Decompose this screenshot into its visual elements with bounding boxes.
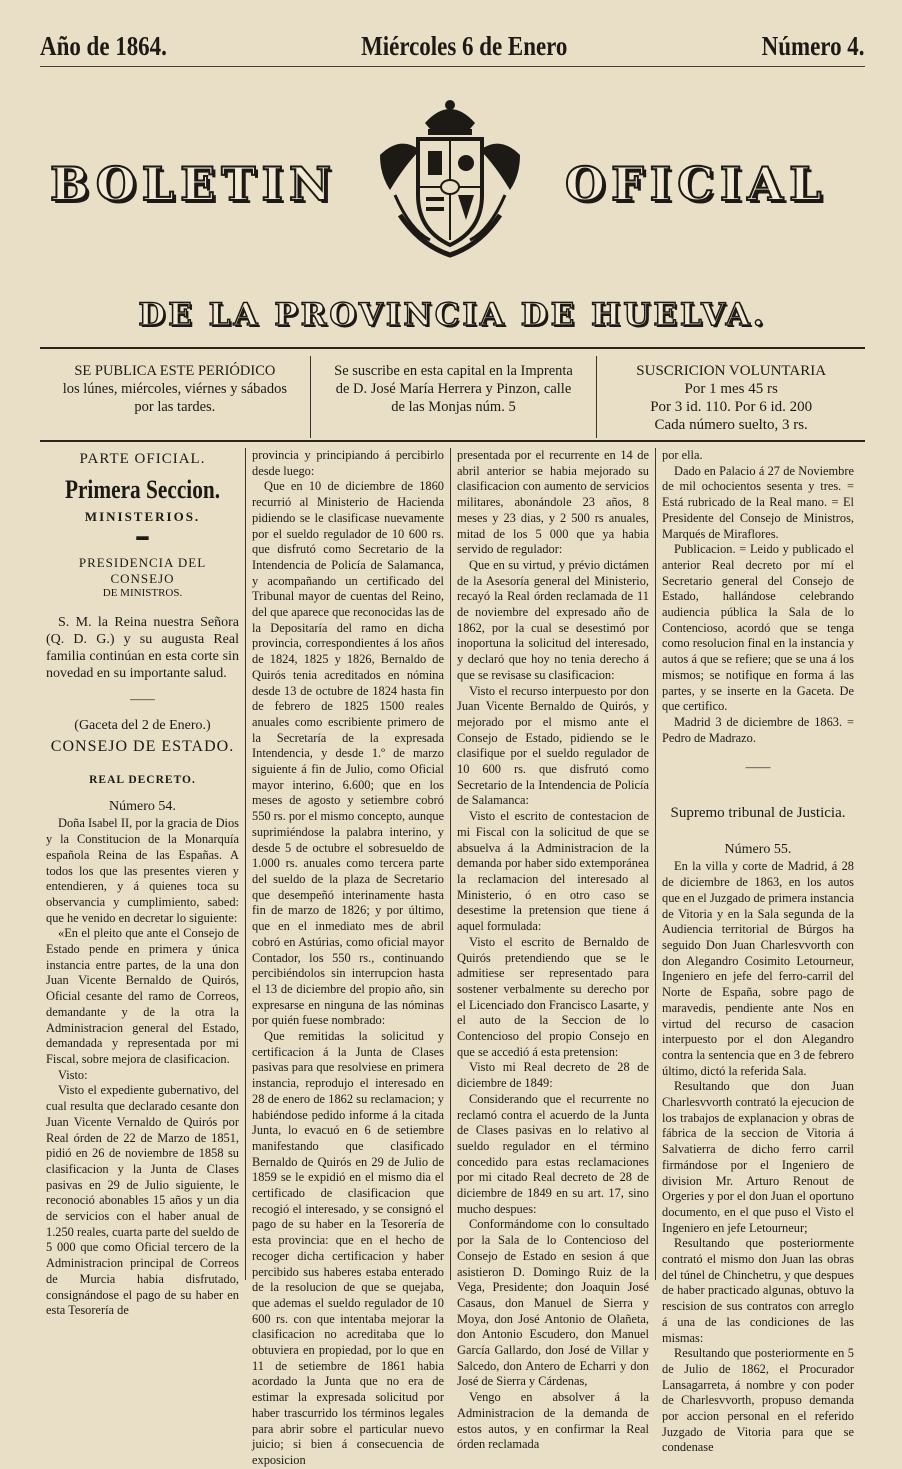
subscription-line: de las Monjas núm. 5 (391, 399, 516, 415)
paragraph: Que en su virtud, y prévio dictámen de la Asesoría general del Ministerio, recayó la Real órden reclamada de 11 de noviembre del expresado año de 1862, por la cual se desestimó por inoportuna la solicitud del interesado, y declaró que hoy no tenia derecho á que se revisase su clasificacion: (457, 557, 649, 682)
paragraph: Visto el escrito de contestacion de mi Fiscal con la solicitud de que se absuelva á la Administracion de la demanda por haber sido extemporánea la reclamacion del interesado al Ministerio, ó en otro caso se desestime la pretension que tiene á aquel formulada: (457, 809, 649, 934)
paragraph: Madrid 3 de diciembre de 1863. = Pedro de Madrazo. (662, 714, 854, 745)
section-heading: PARTE OFICIAL. (79, 451, 206, 467)
publication-line: por las tardes. (134, 399, 216, 415)
info-row (40, 356, 865, 438)
paragraph: Conformándome con lo consultado por la Sala de lo Contencioso del Consejo de Estado en sesion á que asistieron D. Domingo Ruiz de la Vega, Presidente; don Joaquin José Casaus, don Manuel de Sierra y Moya, don José Antonio de Olañeta, don Antonio Escudero, don Manuel García Gallardo, don José de Villar y Salcedo, don Antero de Echarri y don José de Sierra y Cárdenas, (457, 1217, 649, 1389)
issue-number: Número 4. (761, 30, 865, 61)
masthead-word-left: BOLETIN (50, 157, 338, 211)
article-columns (40, 448, 870, 1467)
decree-heading: REAL DECRETO. (89, 774, 196, 787)
column-2 (245, 448, 450, 1467)
paragraph: Visto el recurso interpuesto por don Juan Vicente Bernaldo de Quirós, y mejorado por el mismo ante el Consejo de Estado, pidiendo se le clasifique por el sueldo regulador de 10 600 rs. que disfrutó como Secretario de la Intendencia de Policía de Salamanca: (457, 683, 649, 808)
date-label: Miércoles 6 de Enero (361, 30, 568, 61)
paragraph: por ella. (662, 448, 703, 462)
column-4 (655, 448, 860, 1455)
divider-top (40, 347, 865, 349)
paragraph: Que en 10 de diciembre de 1860 recurrió al Ministerio de Hacienda pidiendo se le clasificase nuevamente por el sueldo regulador de 10 600 rs. que disfrutó como Secretario de la Intendencia de Policía de Salamanca, y acompañando un certificado del Tribunal mayor de cuentas del Reino, del que aparece que reconocidas las de la Depositaría del ramo en dicha provincia, correspondientes á los años de 1824, 1825 y 1826, Bernaldo de Quirós tenia acreditados en nómina desde 13 de octubre de 1824 hasta fin de febrero de 1825 1500 reales anuales como escribiente primero de la Secretaría de la expresada Intendencia, y desde 1.º de marzo siguiente á fin de Julio, como Oficial mayor interino, 6.600; que en los meses de agosto y setiembre cobró 550 rs. por el mismo concepto, aunque suprimiéndose la palabra interino, y desde 5 de octubre el sobresueldo de 1.000 rs. anuales como tercera parte del sueldo de la plaza de Secretario que desempeñó interinamente hasta fin de marzo de 1826; y por último, que en el inmediato mes de abril cobró en Astúrias, como oficial mayor Contador, los 550 rs., continuando percibiéndolos sin interrupcion hasta el 13 de diciembre del propio año, sin expresarse en ninguna de las nóminas por quién fuese nombrado: (252, 479, 445, 1028)
price-line: Cada número suelto, 3 rs. (654, 417, 808, 433)
paragraph: «En el pleito que ante el Consejo de Estado pende en primera y única instancia entre partes, de la una don Juan Vicente Bernaldo de Quirós, Oficial cesante del ramo de Correos, demandante y de la otra la Administracion general del Estado, demandada y representada por mi Fiscal, sobre mejora de clasificacion. (46, 926, 239, 1066)
paragraph: provincia y principiando á percibirlo desde luego: (252, 448, 444, 478)
price-line: Por 3 id. 110. Por 6 id. 200 (650, 399, 813, 415)
publication-info (40, 356, 310, 438)
source-note: (Gaceta del 2 de Enero.) (74, 717, 211, 733)
paragraph: Doña Isabel II, por la gracia de Dios y la Constitucion de la Monarquía española Reina de las Españas. A todos los que las presentes vieren y entendieren, y á quienes toca su observancia y cumplimiento, sabed: que he venido en decretar lo siguiente: (46, 816, 239, 925)
presidency-heading: PRESIDENCIA DEL CONSEJO (78, 554, 207, 586)
paragraph: Considerando que el recurrente no reclamó contra el acuerdo de la Junta de Clases pasivas en lo relativo al sueldo regulador en el término concedido para estas reclamaciones por mi citado Real decreto de 28 de diciembre de 1849 en su art. 17, sino mucho despues: (457, 1091, 649, 1216)
paragraph: Vengo en absolver á la Administracion de la demanda de estos autos, y en confirmar la Real órden reclamada (457, 1390, 649, 1452)
price-line: Por 1 mes 45 rs (684, 381, 778, 397)
column-1 (40, 448, 245, 1318)
presidency-subheading: DE MINISTROS. (102, 587, 183, 600)
ministries-heading: MINISTERIOS. (84, 509, 201, 525)
paragraph: Visto mi Real decreto de 28 de diciembre de 1849: (457, 1060, 649, 1091)
subscription-line: Se suscribe en esta capital en la Imprenta (334, 363, 573, 379)
sentence-number: Número 55. (724, 841, 792, 857)
paragraph: Visto el expediente gubernativo, del cual resulta que declarado cesante don Juan Vicente Vernaldo de Quirós por Real órden de 22 de Marzo de 1851, pidió en 26 de noviembre de 1858 su clasificacion y la Junta de Clases pasivas en 29 de Julio siguiente, le reconoció abonables 15 años y un dia de servicios con el haber anual de 1.250 reales, cuarta parte del sueldo de 5 000 que como Oficial tercero de la Administracion principal de Correos de Murcia habia disfrutado, consignándose el pago de su haber en esta Tesorería de (46, 1083, 239, 1318)
paragraph: S. M. la Reina nuestra Señora (Q. D. G.) y su augusta Real familia continúan en esta corte sin novedad en su importante salud. (46, 614, 239, 681)
paragraph: Visto: (58, 1067, 88, 1082)
divider-dash: ▬ (136, 529, 149, 544)
divider-bottom (40, 440, 865, 442)
year-label: Año de 1864. (40, 30, 167, 61)
publication-line: los lúnes, miércoles, viérnes y sábados (62, 381, 287, 397)
masthead (40, 95, 865, 265)
section-title: Primera Seccion. (64, 474, 221, 504)
publication-line: SE PUBLICA ESTE PERIÓDICO (74, 363, 276, 379)
paragraph: presentada por el recurrente en 14 de abril anterior se habia mejorado su clasificacion con aumento de servicios militares, abonándole 23 años, 8 meses y 23 dias, y 2 500 rs anuales, mitad de los 5 000 que ya habia servido de regulador: (457, 448, 649, 557)
subscription-info (310, 356, 598, 438)
paragraph: Que remitidas la solicitud y certificacion á la Junta de Clases pasivas para que resolviese en primera instancia, reprodujo el interesado en 28 de enero de 1862 su reclamacion; y habiéndose pedido informe á la citada Junta, lo evacuó en 6 de setiembre manifestando que clasificado Bernaldo de Quirós en 29 de Julio de 1859 se le expidió en el mismo dia el certificado de clasificacion que recogió el interesado, y se consignó el pago de su haber en la Tesorería de esta provincia: que en el hecho de recoger dicha certificacion y haber percibido sus haberes estaba enterado de la resolucion de que se quejaba, que ademas el sueldo regulador de 10 600 rs. con que intentaba mejorar la clasificacion no acreditaba que lo obtuviera en propiedad, por lo que en 11 de setiembre de 1861 habia acordado la Junta que no era de estimar la expresada solicitud por haber trascurrido los términos legales para abrir sobre el particular nuevo juicio; si bien á consecuencia de exposicion (252, 1029, 444, 1467)
price-line: SUSCRICION VOLUNTARIA (636, 363, 827, 379)
subscription-line: de D. José María Herrera y Pinzon, calle (335, 381, 572, 397)
paragraph: Resultando que posteriormente en 5 de Julio de 1862, el Procurador Lansagarreta, á nombre y con poder de Charlesvvorth, propuso demanda por accion personal en el referido Juzgado de Vitoria para que se condenase (662, 1346, 854, 1455)
paragraph: En la villa y corte de Madrid, á 28 de diciembre de 1863, en los autos que en el Juzgado de primera instancia de Vitoria y en la Sala segunda de la Audiencia territorial de Búrgos ha seguido Don Juan Charlesvvorth con don Alegandro Cosimito Letourneur, Ingeniero en jefe del ferro-carril del Norte de España, sobre pago de maravedis, pendiente ante Nos en virtud del recurso de casacion interpuesto por el don Alegandro contra la sentencia que en 3 de febrero último, dictó la referida Sala. (662, 859, 854, 1078)
paragraph: Dado en Palacio á 27 de Noviembre de mil ochocientos sesenta y tres. = Está rubricado de la Real mano. = El Presidente del Consejo de Ministros, Marqués de Miraflores. (662, 463, 854, 541)
paragraph: Publicacion. = Leido y publicado el anterior Real decreto por mí el Secretario general del Consejo de Estado, hallándose celebrando audiencia pública la Sala de lo Contencioso, acordó que se tenga como resolucion final en la instancia y autos á que se refiere; que se una á los mismos; se notifique en forma á las partes, y se inserte en la Gaceta. De que certifico. (662, 542, 854, 714)
paragraph: Resultando que don Juan Charlesvvorth contrató la ejecucion de los trabajos de explanacion y obras de fábrica de la seccion de Vitoria á Salvatierra de dicho ferro carril firmándose por el Ingeniero de division Mr. Arturo Renout de Orgeries y por el don Juan el oportuno documento, en el que puso el Visto el Ingeniero en jefe Letourneur; (662, 1079, 854, 1235)
royal-crest-icon (370, 95, 530, 260)
divider-dash: —— (745, 760, 771, 775)
header-line (40, 30, 865, 62)
decree-number: Número 54. (109, 798, 176, 814)
council-heading: CONSEJO DE ESTADO. (50, 738, 235, 756)
divider-dash: —— (130, 691, 155, 706)
column-3 (450, 448, 655, 1452)
paragraph: Resultando que posteriormente contrató el mismo don Juan las obras del túnel de Chinchetru, y que despues de haber practicado algunas, obtuvo la rescision de sus contratos con arreglo á una de las condiciones de las mismas: (662, 1236, 854, 1345)
court-heading: Supremo tribunal de Justicia. (670, 805, 846, 822)
masthead-subtitle: DE LA PROVINCIA DE HUELVA. (138, 297, 767, 333)
paragraph: Visto el escrito de Bernaldo de Quirós pretendiendo que se le admitiese ser representado para sostener verbalmente su derecho por el Licenciado don Francisco Lasarte, y el auto de la Seccion de lo Contencioso del propio Consejo en que se accedió á esta pretension: (457, 934, 649, 1059)
header-rule (40, 66, 865, 67)
masthead-word-right: OFICIAL (565, 157, 828, 211)
price-info (597, 356, 865, 438)
